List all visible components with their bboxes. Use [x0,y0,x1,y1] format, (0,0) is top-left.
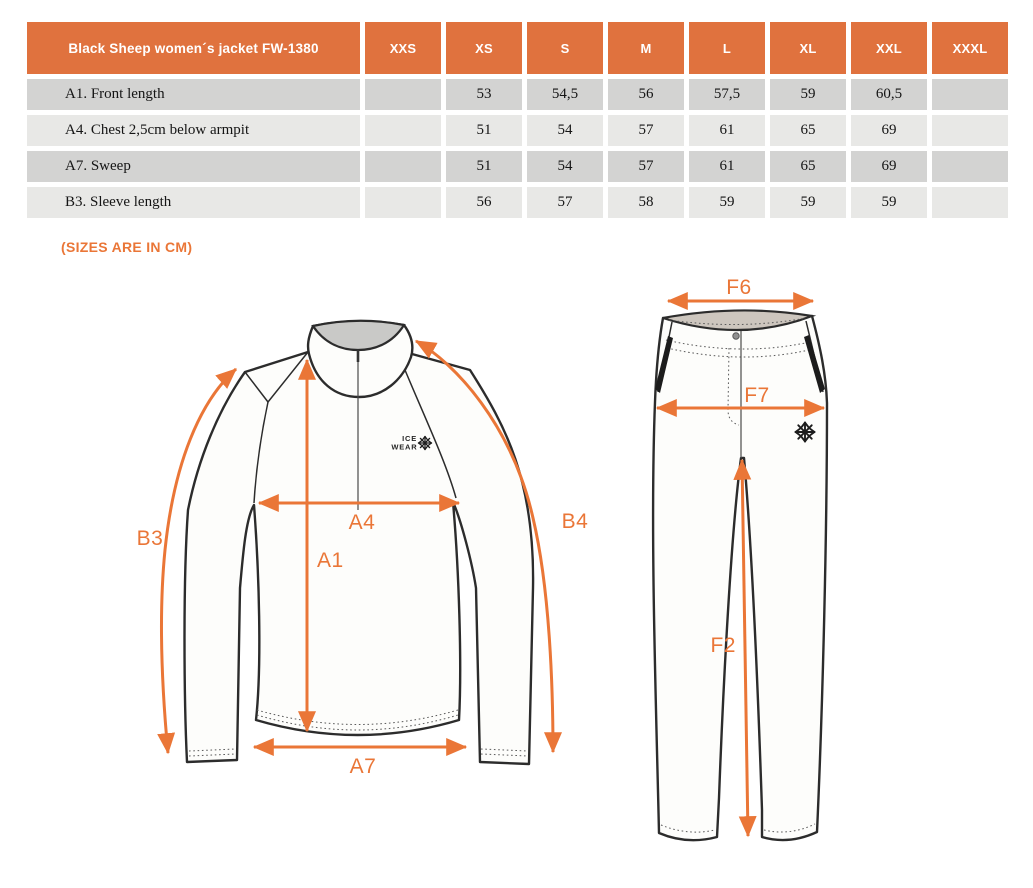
table-value [365,79,441,110]
table-value: 59 [851,187,927,218]
row-label: B3. Sleeve length [27,187,360,218]
table-value: 54 [527,151,603,182]
label-f7: F7 [744,384,770,407]
table-value: 59 [770,187,846,218]
table-value: 65 [770,115,846,146]
table-value [365,115,441,146]
column-header-xxl: XXL [851,22,927,74]
jacket-diagram [137,321,589,778]
table-value: 59 [770,79,846,110]
row-label: A1. Front length [27,79,360,110]
column-header-xxs: XXS [365,22,441,74]
column-header-m: M [608,22,684,74]
table-value: 69 [851,115,927,146]
arrow-f2 [742,460,748,836]
table-value: 57 [527,187,603,218]
label-a1: A1 [317,549,344,572]
table-value: 57,5 [689,79,765,110]
table-value: 57 [608,151,684,182]
pants-diagram [653,276,827,840]
row-label: A7. Sweep [27,151,360,182]
table-value: 53 [446,79,522,110]
table-value: 69 [851,151,927,182]
column-header-xs: XS [446,22,522,74]
table-title: Black Sheep women´s jacket FW-1380 [27,22,360,74]
table-value: 58 [608,187,684,218]
table-value [932,151,1008,182]
table-value: 57 [608,115,684,146]
pants-body [653,316,827,840]
table-value [365,187,441,218]
table-value: 65 [770,151,846,182]
label-a4: A4 [348,511,376,534]
table-value [932,79,1008,110]
table-value [365,151,441,182]
jacket-body [185,352,534,764]
column-header-xl: XL [770,22,846,74]
label-f2: F2 [710,634,736,657]
table-value: 54 [527,115,603,146]
table-value: 56 [608,79,684,110]
waist-button [733,333,739,339]
table-value: 51 [446,115,522,146]
measurement-diagrams [0,270,1033,888]
label-b4: B4 [561,510,589,533]
table-value: 54,5 [527,79,603,110]
column-header-xxxl: XXXL [932,22,1008,74]
column-header-l: L [689,22,765,74]
units-note: (SIZES ARE IN CM) [61,239,193,255]
table-value: 61 [689,151,765,182]
logo-text-ice: ICE [402,434,417,443]
snowflake-icon [796,423,815,442]
table-value: 56 [446,187,522,218]
label-f6: F6 [726,276,752,299]
table-value [932,187,1008,218]
column-header-s: S [527,22,603,74]
table-value: 51 [446,151,522,182]
row-label: A4. Chest 2,5cm below armpit [27,115,360,146]
table-value: 61 [689,115,765,146]
label-a7: A7 [349,755,377,778]
table-value: 60,5 [851,79,927,110]
logo-text-wear: WEAR [391,442,418,452]
table-value: 59 [689,187,765,218]
size-table [27,22,1008,218]
label-b3: B3 [136,527,164,550]
table-value [932,115,1008,146]
snowflake-icon [419,437,432,450]
